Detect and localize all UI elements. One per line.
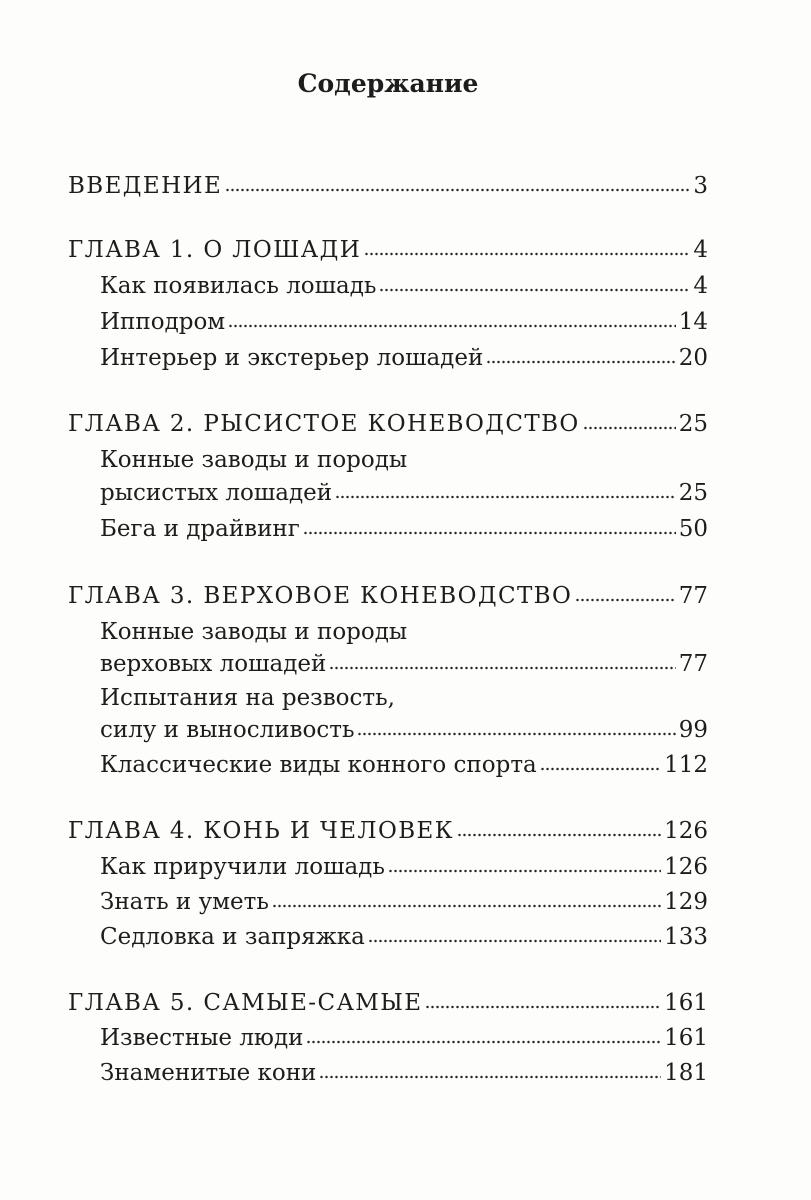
entry-label: ГЛАВА 5. САМЫЕ-САМЫЕ	[68, 990, 423, 1016]
toc-entry-chapter-2[interactable]	[68, 406, 708, 442]
toc-entry-section[interactable]	[100, 268, 708, 304]
entry-label: ВВЕДЕНИЕ	[68, 173, 223, 199]
entry-label: Как появилась лошадь	[100, 273, 377, 299]
dot-leader	[272, 903, 661, 909]
toc-entry-chapter-3[interactable]	[68, 578, 708, 614]
section-title-line: Конные заводы и породы	[100, 619, 408, 645]
page-number: 126	[664, 854, 708, 880]
dot-leader	[335, 494, 676, 500]
page-number: 4	[693, 273, 708, 299]
toc-entry-section[interactable]	[100, 304, 708, 340]
entry-label: Бега и драйвинг	[100, 516, 300, 542]
page-number: 181	[664, 1060, 708, 1086]
page-number: 129	[664, 889, 708, 915]
toc-entry-section[interactable]	[100, 884, 708, 920]
section-title-line: Конные заводы и породы	[100, 447, 408, 473]
dot-leader	[329, 665, 675, 671]
page-number: 161	[664, 990, 708, 1016]
toc-entry-section[interactable]	[100, 340, 708, 376]
dot-leader	[368, 938, 661, 944]
dot-leader	[225, 187, 690, 193]
entry-label: ГЛАВА 4. КОНЬ И ЧЕЛОВЕК	[68, 818, 454, 844]
entry-label: Известные люди	[100, 1025, 304, 1051]
toc-entry-chapter-4[interactable]	[68, 813, 708, 849]
toc-entry-chapter-1[interactable]	[68, 232, 708, 268]
toc-entry-section[interactable]	[100, 1020, 708, 1056]
toc-entry-section[interactable]	[100, 1055, 708, 1091]
page-number: 77	[678, 583, 708, 609]
entry-label: рысистых лошадей	[100, 480, 333, 506]
entry-label: верховых лошадей	[100, 651, 327, 677]
dot-leader	[425, 1004, 661, 1010]
toc-title: Содержание	[297, 69, 479, 98]
page-number: 3	[693, 173, 708, 199]
entry-label: Седловка и запряжка	[100, 924, 365, 950]
toc-entry-section[interactable]	[100, 747, 708, 783]
entry-label: Классические виды конного спорта	[100, 752, 537, 778]
dot-leader	[228, 323, 676, 329]
toc-entry-chapter-5[interactable]	[68, 985, 708, 1021]
section-title-line: Испытания на резвость,	[100, 685, 395, 711]
entry-label: Знаменитые кони	[100, 1060, 317, 1086]
dot-leader	[575, 597, 675, 603]
toc-entry-section[interactable]	[100, 511, 708, 547]
dot-leader	[486, 359, 675, 365]
dot-leader	[388, 868, 661, 874]
toc-entry-section[interactable]	[100, 919, 708, 955]
entry-label: силу и выносливость	[100, 717, 355, 743]
page-number: 20	[678, 345, 708, 371]
page-number: 14	[678, 309, 708, 335]
dot-leader	[457, 832, 661, 838]
entry-label: Ипподром	[100, 309, 226, 335]
dot-leader	[303, 530, 676, 536]
toc-entry-introduction[interactable]	[68, 168, 708, 204]
page-number: 99	[678, 717, 708, 743]
dot-leader	[379, 287, 690, 293]
entry-label: ГЛАВА 3. ВЕРХОВОЕ КОНЕВОДСТВО	[68, 583, 573, 609]
page-number: 133	[664, 924, 708, 950]
toc-entry-section[interactable]	[100, 475, 708, 511]
page-number: 161	[664, 1025, 708, 1051]
page-number: 126	[664, 818, 708, 844]
dot-leader	[540, 766, 661, 772]
toc-entry-section[interactable]	[100, 849, 708, 885]
toc-entry-section[interactable]	[100, 646, 708, 682]
entry-label: ГЛАВА 1. О ЛОШАДИ	[68, 237, 362, 263]
dot-leader	[364, 251, 690, 257]
entry-label: ГЛАВА 2. РЫСИСТОЕ КОНЕВОДСТВО	[68, 411, 580, 437]
dot-leader	[306, 1039, 661, 1045]
dot-leader	[583, 425, 676, 431]
toc-entry-section[interactable]	[100, 712, 708, 748]
page-number: 77	[678, 651, 708, 677]
entry-label: Как приручили лошадь	[100, 854, 385, 880]
entry-label: Знать и уметь	[100, 889, 269, 915]
page-number: 25	[678, 411, 708, 437]
page-number: 25	[678, 480, 708, 506]
page-number: 112	[664, 752, 708, 778]
page-number: 4	[693, 237, 708, 263]
entry-label: Интерьер и экстерьер лошадей	[100, 345, 484, 371]
dot-leader	[319, 1074, 661, 1080]
toc-page	[68, 0, 708, 1200]
page-number: 50	[678, 516, 708, 542]
dot-leader	[357, 731, 675, 737]
